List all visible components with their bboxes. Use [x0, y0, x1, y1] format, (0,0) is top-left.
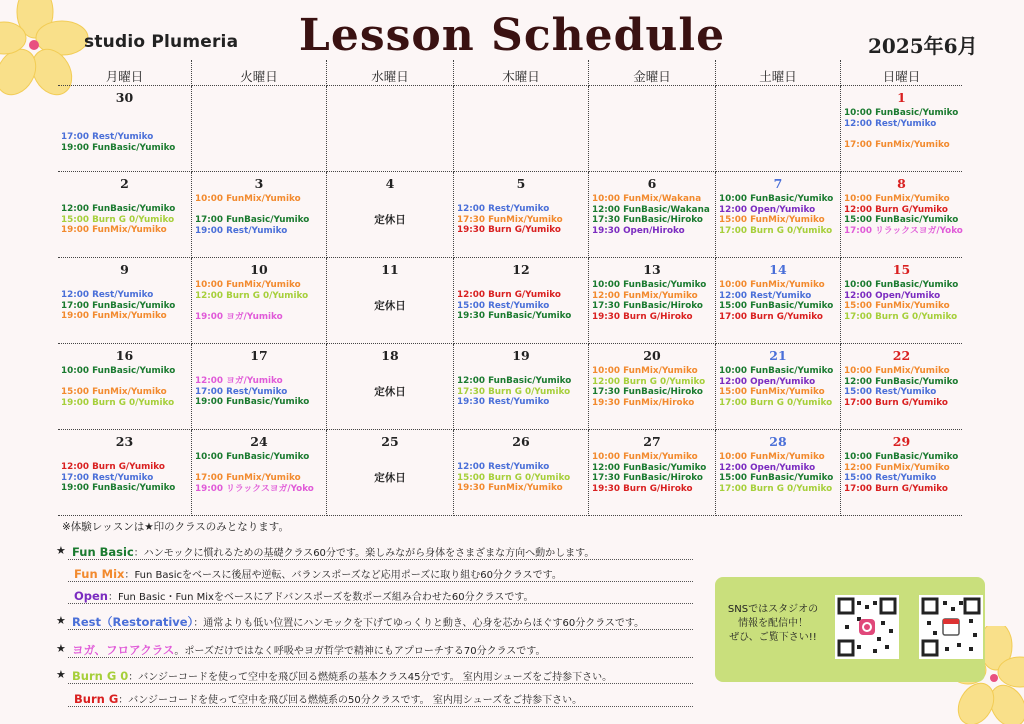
- day-number: 11: [381, 262, 399, 277]
- trial-note: ※体験レッスンは★印のクラスのみとなります。: [62, 521, 289, 533]
- class-list: [844, 194, 962, 236]
- class-entry[interactable]: 10:00 FunMix/Yumiko: [719, 452, 825, 462]
- weekday-header: 水曜日: [327, 60, 454, 86]
- legend-row: [72, 544, 594, 559]
- class-entry[interactable]: 10:00 FunBasic/Yumiko: [719, 194, 834, 204]
- day-cell[interactable]: [589, 172, 716, 258]
- day-number: 12: [512, 262, 530, 277]
- class-list: [592, 452, 715, 494]
- class-list: [457, 462, 588, 494]
- class-entry[interactable]: 12:00 Burn G/Yumiko: [844, 204, 948, 215]
- day-cell[interactable]: [58, 344, 192, 430]
- class-entry[interactable]: 10:00 FunMix/Yumiko: [592, 366, 698, 376]
- legend-class-name: Fun Basic: [72, 545, 134, 559]
- class-entry[interactable]: 15:00 FunBasic/Yumiko: [844, 215, 959, 226]
- divider: [68, 683, 693, 684]
- class-entry[interactable]: 19:30 FunBasic/Yumiko: [457, 311, 572, 322]
- day-cell[interactable]: [716, 258, 841, 344]
- class-list: [719, 452, 840, 494]
- day-number: 13: [643, 262, 661, 277]
- day-number: 7: [773, 176, 783, 191]
- class-list: [719, 366, 840, 408]
- day-cell[interactable]: [327, 172, 454, 258]
- day-number: 27: [643, 434, 661, 449]
- class-list: [592, 366, 715, 408]
- class-entry[interactable]: 17:00 FunMix/Yumiko: [195, 473, 301, 484]
- class-entry[interactable]: 12:00 Burn G 0/Yumiko: [195, 290, 309, 301]
- class-list: [844, 366, 962, 408]
- page-title: Lesson Schedule: [298, 10, 726, 61]
- class-entry[interactable]: 19:00 ヨガ/Yumiko: [195, 311, 283, 322]
- legend-class-name: Burn G 0: [72, 669, 129, 683]
- day-cell[interactable]: [192, 430, 327, 516]
- day-cell[interactable]: [192, 86, 327, 172]
- class-entry[interactable]: 19:00 FunMix/Yumiko: [61, 225, 167, 236]
- legend-description: ：ハンモックに慣れるための基礎クラス60分です。楽しみながら身体をさまざまな方向へ動かします。: [133, 548, 595, 559]
- class-entry[interactable]: 15:00 Rest/Yumiko: [457, 300, 550, 311]
- divider: [68, 559, 693, 560]
- class-entry[interactable]: [195, 205, 326, 216]
- class-entry[interactable]: 12:00 FunBasic/Yumiko: [457, 376, 572, 386]
- class-entry[interactable]: 12:00 Rest/Yumiko: [61, 290, 154, 300]
- day-cell[interactable]: [327, 430, 454, 516]
- class-list: [592, 280, 715, 322]
- class-entry[interactable]: 19:30 FunMix/Hiroko: [592, 397, 695, 408]
- day-cell[interactable]: [841, 344, 962, 430]
- day-cell[interactable]: [454, 86, 589, 172]
- class-entry[interactable]: 19:30 Burn G/Hiroko: [592, 311, 693, 322]
- day-cell[interactable]: [589, 344, 716, 430]
- day-cell[interactable]: [589, 430, 716, 516]
- legend-row: [74, 691, 582, 706]
- day-number: 1: [897, 90, 906, 105]
- legend-description: ：通常よりも低い位置にハンモックを下げてゆっくりと動き、心身を芯からほぐす60分クラスです。: [193, 618, 645, 629]
- instagram-qr-icon[interactable]: [835, 595, 899, 659]
- class-entry[interactable]: 17:00 Burn G 0/Yumiko: [719, 225, 833, 236]
- star-icon: ★: [56, 668, 66, 681]
- weekday-header: 月曜日: [58, 60, 192, 86]
- class-entry[interactable]: 12:00 Burn G/Yumiko: [61, 462, 165, 472]
- class-entry[interactable]: 10:00 FunMix/Yumiko: [719, 280, 825, 290]
- class-entry[interactable]: 12:00 Open/Yumiko: [719, 376, 816, 387]
- divider: [68, 581, 693, 582]
- class-entry[interactable]: 17:00 Burn G/Yumiko: [844, 397, 948, 408]
- calendar-qr-icon[interactable]: [919, 595, 983, 659]
- class-entry[interactable]: 19:00 FunBasic/Yumiko: [61, 142, 176, 153]
- day-cell[interactable]: [454, 344, 589, 430]
- day-cell[interactable]: [327, 258, 454, 344]
- day-cell[interactable]: [841, 258, 962, 344]
- class-list: [592, 194, 715, 236]
- class-entry[interactable]: 15:00 FunMix/Yumiko: [844, 301, 950, 312]
- class-entry[interactable]: 10:00 FunBasic/Yumiko: [844, 452, 959, 462]
- class-entry[interactable]: 10:00 FunBasic/Yumiko: [844, 108, 959, 118]
- class-list: [195, 194, 326, 236]
- weekday-header: 土曜日: [716, 60, 841, 86]
- class-entry[interactable]: 19:00 FunBasic/Yumiko: [61, 483, 176, 494]
- class-list: [844, 108, 962, 150]
- class-entry[interactable]: 19:30 Rest/Yumiko: [457, 397, 550, 408]
- class-entry[interactable]: [195, 301, 326, 312]
- class-entry[interactable]: 17:00 Burn G 0/Yumiko: [719, 483, 833, 494]
- class-list: [195, 280, 326, 322]
- legend-row: [74, 588, 534, 603]
- class-entry[interactable]: 15:00 Rest/Yumiko: [844, 473, 937, 484]
- day-cell[interactable]: [454, 430, 589, 516]
- legend-row: [72, 642, 545, 658]
- class-entry[interactable]: 17:00 Rest/Yumiko: [195, 386, 288, 397]
- class-list: [719, 280, 840, 322]
- class-list: [61, 204, 191, 236]
- class-entry[interactable]: 17:30 FunBasic/Hiroko: [592, 387, 703, 398]
- day-cell[interactable]: [589, 258, 716, 344]
- legend-class-name: ヨガ、フロアクラス: [72, 643, 175, 657]
- class-entry[interactable]: 10:00 FunMix/Yumiko: [195, 280, 301, 290]
- sns-line: ぜひ、ご覧下さい!!: [729, 632, 817, 643]
- class-list: [61, 462, 191, 494]
- class-entry[interactable]: 17:00 Burn G 0/Yumiko: [844, 311, 958, 322]
- day-cell[interactable]: [192, 258, 327, 344]
- year-month: 2025年6月: [868, 34, 978, 58]
- schedule-grid: [58, 60, 962, 516]
- class-entry[interactable]: 17:00 Burn G/Yumiko: [719, 311, 823, 322]
- legend-description: ：Fun Basic・Fun Mixをベースにアドバンスポーズを数ポーズ組み合わせた60分クラスです。: [108, 592, 534, 603]
- class-entry[interactable]: 12:00 Rest/Yumiko: [844, 118, 937, 129]
- class-entry[interactable]: 15:00 Rest/Yumiko: [844, 387, 937, 398]
- day-cell[interactable]: [192, 172, 327, 258]
- class-entry[interactable]: 12:00 Rest/Yumiko: [719, 290, 812, 301]
- class-list: [719, 194, 840, 236]
- day-number: 9: [120, 262, 129, 277]
- day-cell[interactable]: [716, 86, 841, 172]
- class-entry[interactable]: 12:00 Burn G/Yumiko: [457, 290, 561, 300]
- class-entry[interactable]: 17:30 FunMix/Yumiko: [457, 214, 563, 225]
- legend-class-name: Burn G: [74, 692, 119, 706]
- class-entry[interactable]: 10:00 FunBasic/Yumiko: [195, 452, 310, 462]
- class-entry[interactable]: 10:00 FunMix/Yumiko: [592, 452, 698, 462]
- star-icon: ★: [56, 614, 66, 627]
- legend-description: ：バンジーコードを使って空中を飛び回る燃焼系の基本クラス45分です。 室内用シューズをご持参下さい。: [128, 672, 613, 683]
- class-entry[interactable]: 17:00 FunBasic/Yumiko: [61, 300, 176, 311]
- weekday-header: 木曜日: [454, 60, 589, 86]
- class-entry[interactable]: [61, 377, 191, 388]
- sns-line: 情報を配信中！: [738, 618, 808, 629]
- legend-row: [72, 668, 612, 683]
- class-entry[interactable]: 15:00 FunBasic/Yumiko: [719, 473, 834, 484]
- class-entry[interactable]: 12:00 FunBasic/Yumiko: [592, 462, 707, 473]
- legend-description: 。ポーズだけではなく呼吸やヨガ哲学で精神にもアプローチする70分クラスです。: [174, 646, 546, 657]
- class-list: [61, 132, 191, 153]
- class-entry[interactable]: 17:30 Burn G 0/Yumiko: [457, 386, 571, 397]
- sns-line: SNSではスタジオの: [727, 604, 819, 615]
- class-entry[interactable]: 10:00 FunBasic/Yumiko: [844, 280, 959, 290]
- day-cell[interactable]: [716, 430, 841, 516]
- class-entry[interactable]: 17:30 FunBasic/Hiroko: [592, 473, 703, 484]
- day-cell[interactable]: [192, 344, 327, 430]
- class-entry[interactable]: 12:00 Rest/Yumiko: [457, 462, 550, 472]
- class-entry[interactable]: 12:00 Burn G 0/Yumiko: [592, 376, 706, 387]
- class-entry[interactable]: 12:00 FunBasic/Wakana: [592, 204, 710, 215]
- class-entry[interactable]: 17:00 FunBasic/Yumiko: [195, 215, 310, 226]
- class-entry[interactable]: 19:00 Rest/Yumiko: [195, 225, 288, 236]
- sns-text: [723, 603, 823, 645]
- star-icon: ★: [56, 642, 66, 655]
- class-entry[interactable]: [844, 129, 962, 140]
- day-cell[interactable]: [841, 86, 962, 172]
- day-number: 8: [897, 176, 906, 191]
- legend-description: ：Fun Basicをベースに後屈や逆転、バランスポーズなど応用ポーズに取り組む60分クラスです。: [124, 570, 562, 581]
- class-list: [844, 452, 962, 494]
- day-cell[interactable]: [454, 172, 589, 258]
- class-entry[interactable]: 10:00 FunBasic/Yumiko: [719, 366, 834, 376]
- day-number: 10: [250, 262, 268, 277]
- legend-class-name: Rest（Restorative）: [72, 615, 194, 629]
- day-number: 16: [115, 348, 134, 363]
- class-entry[interactable]: 12:00 FunMix/Yumiko: [844, 462, 950, 473]
- class-entry[interactable]: 12:00 FunBasic/Yumiko: [61, 204, 176, 214]
- day-cell[interactable]: [58, 430, 192, 516]
- day-number: 24: [250, 434, 268, 449]
- class-entry[interactable]: 17:00 Rest/Yumiko: [61, 132, 154, 142]
- class-entry[interactable]: 17:00 FunMix/Yumiko: [844, 139, 950, 150]
- closed-label: 定休日: [374, 386, 406, 398]
- class-list: [61, 366, 191, 408]
- class-list: [61, 290, 191, 322]
- day-cell[interactable]: [58, 258, 192, 344]
- class-list: [457, 290, 588, 322]
- day-cell[interactable]: [589, 86, 716, 172]
- class-entry[interactable]: 15:00 FunMix/Yumiko: [719, 215, 825, 226]
- divider: [68, 629, 693, 630]
- legend-class-name: Open: [74, 589, 108, 603]
- class-entry[interactable]: 17:00 Burn G 0/Yumiko: [719, 397, 833, 408]
- class-entry[interactable]: 15:00 Burn G 0/Yumiko: [457, 472, 571, 483]
- day-cell[interactable]: [841, 430, 962, 516]
- day-number: 20: [643, 348, 661, 363]
- closed-label: 定休日: [374, 472, 406, 484]
- day-number: 6: [647, 176, 657, 191]
- class-entry[interactable]: 15:00 FunMix/Yumiko: [719, 387, 825, 398]
- sns-panel: [715, 577, 985, 682]
- day-number: 2: [120, 176, 129, 191]
- divider: [68, 657, 693, 658]
- class-entry[interactable]: 19:00 FunBasic/Yumiko: [195, 397, 310, 408]
- class-entry[interactable]: 12:00 Open/Yumiko: [844, 290, 941, 301]
- class-entry[interactable]: 19:30 Burn G/Yumiko: [457, 225, 561, 236]
- class-entry[interactable]: 17:00 Burn G/Yumiko: [844, 483, 948, 494]
- class-entry[interactable]: 12:00 FunMix/Yumiko: [592, 290, 698, 301]
- class-entry[interactable]: 10:00 FunMix/Yumiko: [844, 366, 950, 376]
- day-number: 19: [512, 348, 530, 363]
- day-cell[interactable]: [841, 172, 962, 258]
- legend-description: ：バンジーコードを使って空中を飛び回る燃焼系の50分クラスです。 室内用シューズをご持参下さい。: [118, 695, 583, 706]
- class-entry[interactable]: 17:00 リラックスヨガ/Yoko: [844, 225, 963, 236]
- class-entry[interactable]: 12:00 Open/Yumiko: [719, 204, 816, 215]
- class-entry[interactable]: 17:30 FunBasic/Hiroko: [592, 301, 703, 312]
- class-entry[interactable]: 12:00 ヨガ/Yumiko: [195, 376, 283, 386]
- day-number: 30: [115, 90, 134, 105]
- class-entry[interactable]: 12:00 FunBasic/Yumiko: [844, 376, 959, 387]
- day-cell[interactable]: [58, 86, 192, 172]
- class-entry[interactable]: 15:00 FunBasic/Yumiko: [719, 301, 834, 312]
- class-entry[interactable]: 19:30 Open/Hiroko: [592, 225, 685, 236]
- day-number: 15: [892, 262, 911, 277]
- class-entry[interactable]: 19:00 FunMix/Yumiko: [61, 311, 167, 322]
- class-entry[interactable]: 10:00 FunBasic/Yumiko: [61, 366, 176, 376]
- class-entry[interactable]: 19:00 Burn G 0/Yumiko: [61, 397, 175, 408]
- day-number: 5: [516, 176, 526, 191]
- day-number: 21: [769, 348, 787, 363]
- legend-row: [74, 566, 562, 581]
- legend-row: [72, 614, 644, 630]
- day-cell[interactable]: [327, 344, 454, 430]
- day-cell[interactable]: [716, 344, 841, 430]
- day-cell[interactable]: [716, 172, 841, 258]
- class-list: [457, 204, 588, 236]
- class-entry[interactable]: 17:00 Rest/Yumiko: [61, 472, 154, 483]
- day-number: 18: [381, 348, 399, 363]
- closed-label: 定休日: [374, 214, 406, 226]
- class-entry[interactable]: 12:00 Open/Yumiko: [719, 462, 816, 473]
- day-number: 4: [385, 176, 395, 191]
- class-list: [195, 376, 326, 408]
- class-entry[interactable]: 10:00 FunMix/Yumiko: [195, 194, 301, 204]
- class-list: [457, 376, 588, 408]
- day-number: 14: [769, 262, 787, 277]
- weekday-header: 火曜日: [192, 60, 327, 86]
- weekday-header: 金曜日: [589, 60, 716, 86]
- day-number: 3: [254, 176, 264, 191]
- class-entry[interactable]: 17:30 FunBasic/Hiroko: [592, 215, 703, 226]
- studio-name: studio Plumeria: [84, 32, 239, 52]
- weekday-header: 日曜日: [841, 60, 962, 86]
- class-entry[interactable]: 10:00 FunBasic/Yumiko: [592, 280, 707, 290]
- class-entry[interactable]: 15:00 Burn G 0/Yumiko: [61, 214, 175, 225]
- day-cell[interactable]: [454, 258, 589, 344]
- divider: [68, 706, 693, 707]
- class-entry[interactable]: 15:00 FunMix/Yumiko: [61, 387, 167, 398]
- class-entry[interactable]: 19:00 リラックスヨガ/Yoko: [195, 483, 314, 494]
- divider: [68, 603, 693, 604]
- class-entry[interactable]: 19:30 Burn G/Hiroko: [592, 483, 693, 494]
- class-list: [195, 452, 326, 494]
- legend-class-name: Fun Mix: [74, 567, 125, 581]
- class-entry[interactable]: [195, 463, 326, 474]
- day-cell[interactable]: [58, 172, 192, 258]
- class-entry[interactable]: 12:00 Rest/Yumiko: [457, 204, 550, 214]
- class-list: [844, 280, 962, 322]
- star-icon: ★: [56, 544, 66, 557]
- day-number: 23: [115, 434, 134, 449]
- day-number: 26: [512, 434, 530, 449]
- day-number: 28: [769, 434, 787, 449]
- day-number: 22: [892, 348, 911, 363]
- class-entry[interactable]: 19:30 FunMix/Yumiko: [457, 483, 563, 494]
- day-number: 25: [381, 434, 399, 449]
- day-number: 29: [892, 434, 911, 449]
- class-entry[interactable]: 10:00 FunMix/Wakana: [592, 194, 702, 204]
- day-number: 17: [250, 348, 268, 363]
- class-entry[interactable]: 10:00 FunMix/Yumiko: [844, 194, 950, 204]
- day-cell[interactable]: [327, 86, 454, 172]
- closed-label: 定休日: [374, 300, 406, 312]
